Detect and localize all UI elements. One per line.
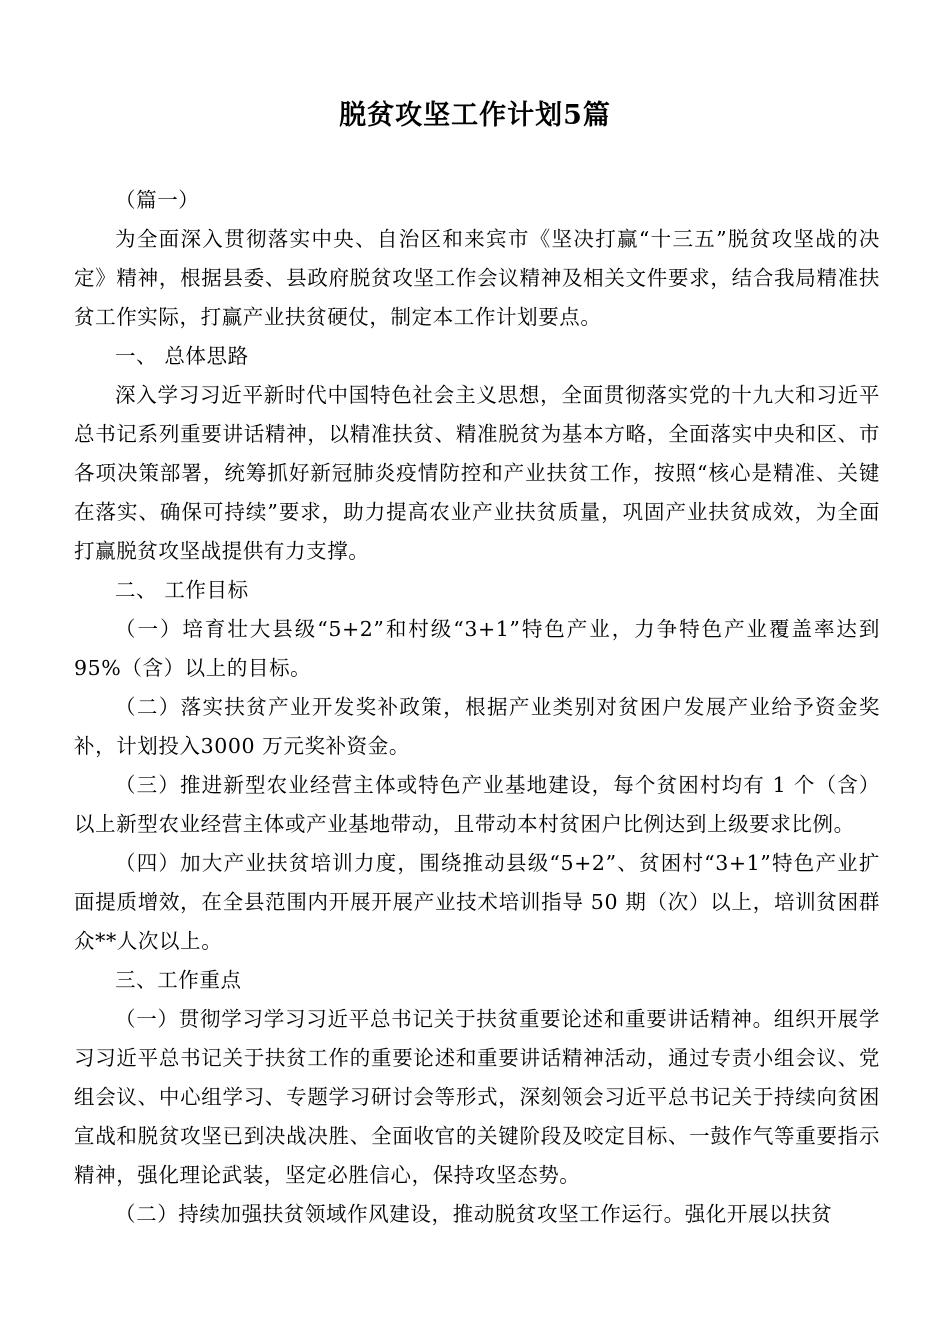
paragraph-focus-1: （一）贯彻学习学习习近平总书记关于扶贫重要论述和重要讲话精神。组织开展学习习近平总书记关于扶贫工作的重要论述和重要讲话精神活动，通过专责小组会议、党组会议、中心组学习、专题学习研讨会等形式，深刻领会习近平总书记关于持续向贫困宣战和脱贫攻坚已到决战决胜、全面收官的关键阶段及咬定目标、一鼓作气等重要指示精神，强化理论武装，坚定必胜信心，保持攻坚态势。 (74, 1007, 880, 1187)
paragraph-overall-approach: 深入学习习近平新时代中国特色社会主义思想，全面贯彻落实党的十九大和习近平总书记系列重要讲话精神，以精准扶贫、精准脱贫为基本方略，全面落实中央和区、市各项决策部署，统筹抓好新冠肺炎疫情防控和产业扶贫工作，按照“核心是精准、关键在落实、确保可持续”要求，助力提高农业产业扶贫质量，巩固产业扶贫成效，为全面打赢脱贫攻坚战提供有力支撑。 (74, 383, 880, 563)
document-body (74, 181, 880, 1234)
paragraph-goal-2: （二）落实扶贫产业开发奖补政策，根据产业类别对贫困户发展产业给予资金奖补，计划投入3000 万元奖补资金。 (74, 695, 880, 758)
paragraph-goal-4: （四）加大产业扶贫培训力度，围绕推动县级“5+2”、贫困村“3+1”特色产业扩面提质增效，在全县范围内开展开展产业技术培训指导 50 期（次）以上，培训贫困群众**人次以上。 (74, 851, 880, 953)
paragraph-goal-1: （一）培育壮大县级“5+2”和村级“3+1”特色产业，力争特色产业覆盖率达到95%（含）以上的目标。 (74, 617, 880, 680)
document-title: 脱贫攻坚工作计划5篇 (339, 100, 611, 131)
heading-work-goals: 二、 工作目标 (115, 578, 249, 602)
paragraph-goal-3: （三）推进新型农业经营主体或特色产业基地建设，每个贫困村均有 1 个（含）以上新型农业经营主体或产业基地带动，且带动本村贫困户比例达到上级要求比例。 (74, 773, 880, 836)
paragraph-intro: 为全面深入贯彻落实中央、自治区和来宾市《坚决打赢“十三五”脱贫攻坚战的决定》精神，根据县委、县政府脱贫攻坚工作会议精神及相关文件要求，结合我局精准扶贫工作实际，打赢产业扶贫硬仗，制定本工作计划要点。 (74, 227, 880, 329)
paragraph-label-part-one: （篇一） (115, 188, 200, 212)
heading-work-focus: 三、工作重点 (115, 968, 242, 992)
heading-overall-approach: 一、 总体思路 (115, 344, 249, 368)
paragraph-focus-2: （二）持续加强扶贫领域作风建设，推动脱贫攻坚工作运行。强化开展以扶贫 (115, 1202, 833, 1226)
